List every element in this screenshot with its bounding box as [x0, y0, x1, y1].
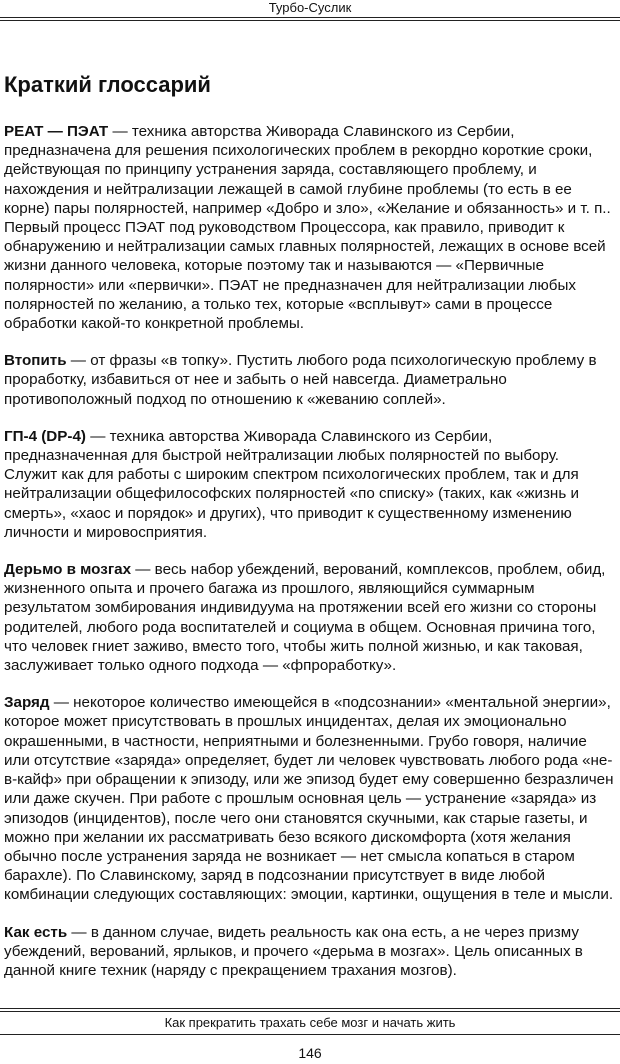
- glossary-definition: — от фразы «в топку». Пустить любого рода психологическую проблему в проработку, избавиться от нее и забыть о ней навсегда. Диаметрально противоположный подход по отношению к «жеванию соплей».: [4, 352, 597, 408]
- glossary-entry: [4, 122, 616, 333]
- glossary-term: PEAT — ПЭАТ: [4, 123, 109, 140]
- glossary-term: ГП-4 (DP-4): [4, 427, 86, 445]
- glossary-entry: [4, 693, 616, 904]
- glossary-term: Заряд: [4, 694, 50, 712]
- glossary-entry: [4, 560, 616, 675]
- running-header: Турбо-Суслик: [268, 0, 352, 15]
- running-footer: Как прекратить трахать себе мозг и начать жить: [164, 1015, 456, 1030]
- glossary-term: Как есть: [4, 923, 68, 941]
- glossary-entry: [4, 923, 616, 981]
- page-number: 146: [298, 1045, 322, 1061]
- page-number-rule: [0, 1034, 620, 1035]
- glossary-definition: — весь набор убеждений, верований, комплексов, проблем, обид, жизненного опыта и прочего багажа из прошлого, являющийся суммарным результатом зомбирования индивидуума на протяжении всей его жизни со стороны родителей, любого рода воспитателей и социума в общем. Основная причина того, что человек гниет заживо, вместо того, чтобы жить полной жизнью, и как таковая, заслуживает только одного подхода — «фпроработку».: [4, 561, 606, 675]
- footer-rule: [0, 1008, 620, 1009]
- glossary-body: [4, 122, 616, 998]
- header-rule-secondary: [0, 20, 620, 21]
- glossary-entry: [4, 351, 616, 409]
- glossary-term: Дерьмо в мозгах: [4, 561, 132, 579]
- page-title: Краткий глоссарий: [4, 72, 211, 97]
- glossary-definition: — в данном случае, видеть реальность как она есть, а не через призму убеждений, верований, ярлыков, и прочего «дерьма в мозгах». Цель описанных в данной книге техник (наряду с прекращением трахания мозгов).: [4, 923, 583, 979]
- glossary-definition: — некоторое количество имеющейся в «подсознании» «ментальной энергии», которое может присутствовать в прошлых инцидентах, делая их эмоционально окрашенными, в частности, неприятными и болезненными. Грубо говоря, наличие или отсутствие «заряда» определяет, будет ли человек чувствовать любого рода «не-в-кайф» при обращении к эпизоду, или же эпизод будет ему совершенно безразличен или даже скучен. При работе с прошлым основная цель — устранение «заряда» из эпизодов (инцидентов), после чего они становятся скучными, как старые газеты, и можно при желании их рассматривать безо всякого дискомфорта (хотя желания обычно после устранения заряда не возникает — нет смысла копаться в старом барахле). По Славинскому, заряд в подсознании присутствует в виде любой комбинации следующих составляющих: эмоции, картинки, ощущения в теле и мысли.: [4, 694, 614, 904]
- header-rule: [0, 17, 620, 18]
- footer-rule-secondary: [0, 1011, 620, 1012]
- glossary-definition: — техника авторства Живорада Славинского из Сербии, предназначенная для быстрой нейтрализации любых полярностей по выбору. Служит как для работы с широким спектром психологических проблем, так и для нейтрализации общефилософских полярностей «по списку» (таких, как «жизнь и смерть», «хаос и порядок» и других), что приводит к существенному изменению личности и мировосприятия.: [4, 427, 579, 541]
- glossary-definition: — техника авторства Живорада Славинского из Сербии, предназначена для решения психологических проблем в рекордно короткие сроки, действующая по принципу устранения заряда, составляющего проблему, и нахождения и нейтрализации лежащей в самой глубине проблемы (то есть в ее корне) пары полярностей, например «Добро и зло», «Желание и обязанность» и т. п.. Первый процесс ПЭАТ под руководством Процессора, как правило, приводит к обнаружению и нейтрализации самых главных полярностей, лежащих в основе всей жизни данного человека, которые поэтому так и называются — «Первичные полярности» или «первички». ПЭАТ не предназначен для нейтрализации любых полярностей по желанию, а только тех, которые «всплывут» сами в процессе обработки какой-то конкретной проблемы.: [4, 123, 611, 333]
- glossary-term: Втопить: [4, 352, 67, 370]
- glossary-entry: [4, 427, 616, 542]
